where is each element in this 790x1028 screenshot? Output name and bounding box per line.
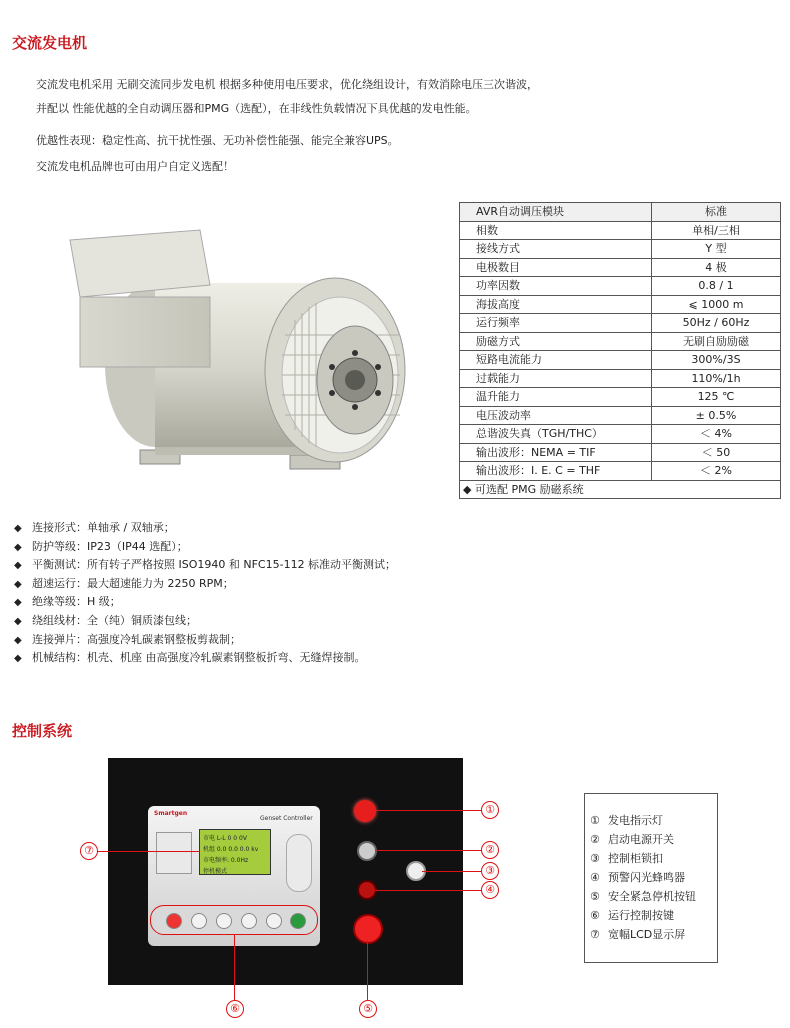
spec-row (460, 203, 781, 222)
callout-line-2 (375, 850, 482, 851)
spec-label: 电极数目 (460, 258, 652, 277)
spec-value: 300%/3S (652, 351, 781, 370)
spec-label: 相数 (460, 221, 652, 240)
spec-value: 单相/三相 (652, 221, 781, 240)
spec-row (460, 221, 781, 240)
spec-value: ± 0.5% (652, 406, 781, 425)
callout-number: ④ (481, 881, 499, 899)
feature-item (14, 649, 366, 665)
legend-item (590, 812, 663, 828)
legend-text: 运行控制按键 (608, 909, 674, 922)
controller-nav-keys (286, 834, 312, 892)
feature-text: 防护等级：IP23（IP44 选配）； (32, 539, 188, 553)
diamond-bullet-icon: ◆ (14, 578, 22, 590)
legend-text: 安全紧急停机按钮 (608, 890, 696, 903)
legend-number: ② (590, 833, 600, 846)
feature-text: 平衡测试：所有转子严格按照 ISO1940 和 NFC15-112 标准动平衡测试； (32, 558, 397, 572)
legend-text: 宽幅LCD显示屏 (608, 928, 686, 941)
alternator-advantages: 优越性表现：稳定性高、抗干扰性强、无功补偿性能强、能完全兼容UPS。 (36, 134, 399, 147)
callout-number: ⑤ (359, 1000, 377, 1018)
spec-value: ＜ 4% (652, 425, 781, 444)
legend-text: 发电指示灯 (608, 814, 663, 827)
feature-item (14, 556, 396, 572)
spec-value: 125 ℃ (652, 388, 781, 407)
lcd-line: 市电频率: 0.0Hz (203, 857, 249, 864)
control-title: 控制系统 (12, 722, 73, 740)
spec-label: 运行频率 (460, 314, 652, 333)
alternator-image (60, 225, 420, 490)
controller-brand: Smartgen (154, 810, 188, 817)
feature-item (14, 575, 234, 591)
legend-text: 预警闪光蜂鸣器 (608, 871, 685, 884)
spec-label: 输出波形：NEMA = TIF (460, 443, 652, 462)
spec-label: 励磁方式 (460, 332, 652, 351)
spec-row (460, 388, 781, 407)
spec-value: 0.8 / 1 (652, 277, 781, 296)
spec-label: 过载能力 (460, 369, 652, 388)
spec-value: Y 型 (652, 240, 781, 259)
spec-row (460, 406, 781, 425)
alternator-desc-line2: 并配以 性能优越的全自动调压器和PMG（选配），在非线性负载情况下具优越的发电性能。 (36, 102, 477, 115)
callout-line-7 (96, 851, 200, 852)
callout-line-3 (422, 871, 482, 872)
feature-text: 绝缘等级：H 级； (32, 595, 121, 609)
spec-label: 短路电流能力 (460, 351, 652, 370)
diamond-bullet-icon: ◆ (14, 541, 22, 553)
feature-text: 连接形式：单轴承 / 双轴承； (32, 521, 175, 534)
legend-number: ⑤ (590, 890, 600, 903)
callout-number: ① (481, 801, 499, 819)
diamond-bullet-icon: ◆ (14, 616, 22, 627)
callout-number: ② (481, 841, 499, 859)
spec-label: 电压波动率 (460, 406, 652, 425)
feature-item (14, 538, 188, 554)
legend-number: ① (590, 814, 600, 827)
legend-number: ④ (590, 871, 600, 884)
callout-number: ⑦ (80, 842, 98, 860)
spec-note: ◆ 可选配 PMG 励磁系统 (460, 480, 781, 499)
spec-row (460, 258, 781, 277)
callout-line-4 (375, 890, 482, 891)
diamond-bullet-icon: ◆ (14, 653, 22, 665)
legend-item (590, 907, 674, 923)
feature-text: 超速运行：最大超速能力为 2250 RPM； (32, 576, 234, 590)
emergency-stop-button[interactable] (353, 914, 383, 944)
spec-label: 总谐波失真（TGH/THC） (460, 425, 652, 444)
diamond-bullet-icon: ◆ (14, 634, 22, 646)
spec-table (459, 202, 781, 499)
start-power-switch[interactable] (357, 841, 377, 861)
alternator-customize: 交流发电机品牌也可由用户自定义选配！ (36, 160, 234, 173)
callout-line-1 (376, 810, 482, 811)
diamond-bullet-icon: ◆ (14, 523, 22, 534)
legend-text: 启动电源开关 (608, 833, 674, 846)
spec-value: 110%/1h (652, 369, 781, 388)
generator-indicator-lamp (354, 800, 376, 822)
spec-row (460, 462, 781, 481)
spec-label: 海拔高度 (460, 295, 652, 314)
feature-text: 绕组线材：全（纯）铜质漆包线； (32, 614, 197, 627)
spec-label: 接线方式 (460, 240, 652, 259)
legend-item (590, 888, 696, 904)
callout-ring-6 (150, 905, 318, 935)
lcd-line: 市电 L-L 0 0 0V (203, 835, 247, 842)
warning-buzzer (357, 880, 377, 900)
feature-item (14, 612, 197, 628)
spec-row (460, 295, 781, 314)
feature-text: 机械结构：机壳、机座 由高强度冷轧碳素钢整板折弯、无缝焊接制。 (32, 651, 366, 665)
legend-text: 控制柜锁扣 (608, 852, 663, 865)
callout-line-6 (234, 934, 235, 1000)
spec-value: 标准 (652, 203, 781, 222)
feature-item (14, 631, 241, 647)
legend-item (590, 869, 685, 885)
legend-number: ⑥ (590, 909, 600, 922)
diamond-bullet-icon: ◆ (14, 560, 22, 572)
spec-value: 无刷自励励磁 (652, 332, 781, 351)
callout-number: ③ (481, 862, 499, 880)
legend-number: ③ (590, 852, 600, 865)
diamond-bullet-icon: ◆ (14, 597, 22, 609)
spec-label: 温升能力 (460, 388, 652, 407)
legend-number: ⑦ (590, 928, 600, 941)
legend-item (590, 850, 663, 866)
controller-name: Genset Controller (260, 815, 313, 822)
lcd-line: 机组 0.0 0.0 0.0 kv (203, 846, 259, 853)
alternator-title: 交流发电机 (12, 34, 88, 52)
feature-text: 连接弹片：高强度冷轧碳素钢整板剪裁制； (32, 632, 241, 646)
spec-row (460, 369, 781, 388)
spec-row (460, 240, 781, 259)
controller-mode-icons (156, 832, 192, 874)
spec-row (460, 351, 781, 370)
spec-label: 功率因数 (460, 277, 652, 296)
legend-item (590, 831, 674, 847)
spec-value: 4 极 (652, 258, 781, 277)
spec-row (460, 314, 781, 333)
callout-number: ⑥ (226, 1000, 244, 1018)
callout-line-5 (367, 940, 368, 1000)
spec-label: AVR自动调压模块 (460, 203, 652, 222)
lcd-display (199, 829, 271, 875)
spec-value: ＜ 2% (652, 462, 781, 481)
spec-label: 输出波形：I. E. C = THF (460, 462, 652, 481)
feature-item (14, 519, 175, 535)
spec-value: ⩽ 1000 m (652, 295, 781, 314)
spec-row (460, 425, 781, 444)
feature-item (14, 593, 121, 609)
spec-value: ＜ 50 (652, 443, 781, 462)
alternator-desc-line1: 交流发电机采用 无刷交流同步发电机 根据多种使用电压要求，优化绕组设计，有效消除电压三次谐波， (36, 78, 538, 91)
lcd-line: 停机模式 (203, 868, 228, 875)
spec-value: 50Hz / 60Hz (652, 314, 781, 333)
spec-row (460, 332, 781, 351)
legend-item (590, 926, 685, 942)
spec-row (460, 277, 781, 296)
spec-row (460, 443, 781, 462)
